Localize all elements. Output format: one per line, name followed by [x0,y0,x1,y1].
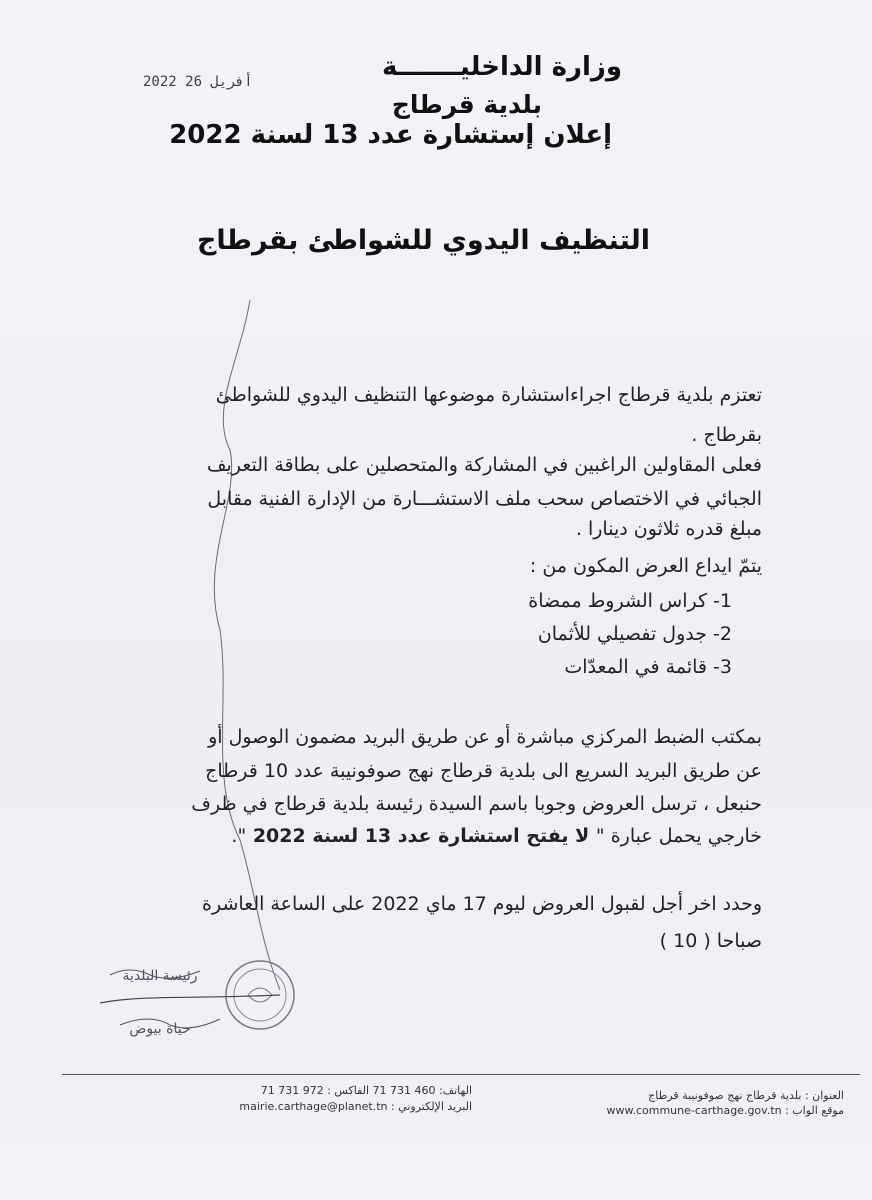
paragraph-delivery-line1: بمكتب الضبط المركزي مباشرة أو عن طريق البريد مضمون الوصول أو [208,726,762,748]
footer-website: موقع الواب : www.commune-carthage.gov.tn [606,1104,844,1117]
ministry-heading: وزارة الداخليـــــــة [382,52,622,82]
notice-title: إعلان إستشارة عدد 13 لسنة 2022 [169,120,612,150]
paragraph-eligibility-line1: فعلى المقاولين الراغبين في المشاركة والمتحصلين على بطاقة التعريف [206,454,762,476]
official-stamp-and-signature [100,955,320,1045]
paragraph-deadline-line1: وحدد اخر أجل لقبول العروض ليوم 17 ماي 2022 على الساعة العاشرة [202,893,762,915]
list-item: 3- قائمة في المعدّات [564,656,732,678]
paragraph-intro-line2: بقرطاج . [691,424,762,446]
footer-email: البريد الإلكتروني : mairie.carthage@planet.tn [239,1100,472,1113]
signatory-title: رئيسة البلدية [122,968,198,984]
paragraph-delivery-line2: عن طريق البريد السريع الى بلدية قرطاج نهج صوفونيبة عدد 10 قرطاج [205,760,762,782]
paragraph-delivery-line4 [231,825,762,847]
paragraph-delivery-line3: حنبعل ، ترسل العروض وجوبا باسم السيدة رئيسة بلدية قرطاج في ظرف [191,793,762,815]
footer-address: العنوان : بلدية قرطاج نهج صوفونيبة قرطاج [648,1089,844,1102]
paragraph-offer-contents: يتمّ ايداع العرض المكون من : [529,555,762,577]
paragraph-eligibility-line3: مبلغ قدره ثلاثون دينارا . [575,518,762,540]
signatory-name: حياة بيوض [129,1021,191,1037]
subject-title: التنظيف اليدوي للشواطئ بقرطاج [196,225,650,256]
paragraph-deadline-line2: صباحا ( 10 ) [659,930,762,952]
list-item: 1- كراس الشروط ممضاة [528,590,732,612]
envelope-phrase-suffix: ". [231,825,247,847]
date-stamp: 2022 أفريل 26 [143,74,253,90]
list-item: 2- جدول تفصيلي للأثمان [537,623,732,645]
paragraph-eligibility-line2: الجبائي في الاختصاص سحب ملف الاستشـــارة من الإدارة الفنية مقابل [207,488,762,510]
paragraph-intro-line1: تعتزم بلدية قرطاج اجراءاستشارة موضوعها التنظيف اليدوي للشواطئ [215,384,762,406]
footer-divider [62,1074,860,1075]
footer-phone: الهاتف: 460 731 71 الفاكس : 972 731 71 [260,1084,472,1097]
envelope-phrase: لا يفتح استشارة عدد 13 لسنة 2022 [246,825,596,847]
envelope-phrase-prefix: خارجي يحمل عبارة " [595,825,762,847]
municipality-heading: بلدية قرطاج [391,90,542,119]
